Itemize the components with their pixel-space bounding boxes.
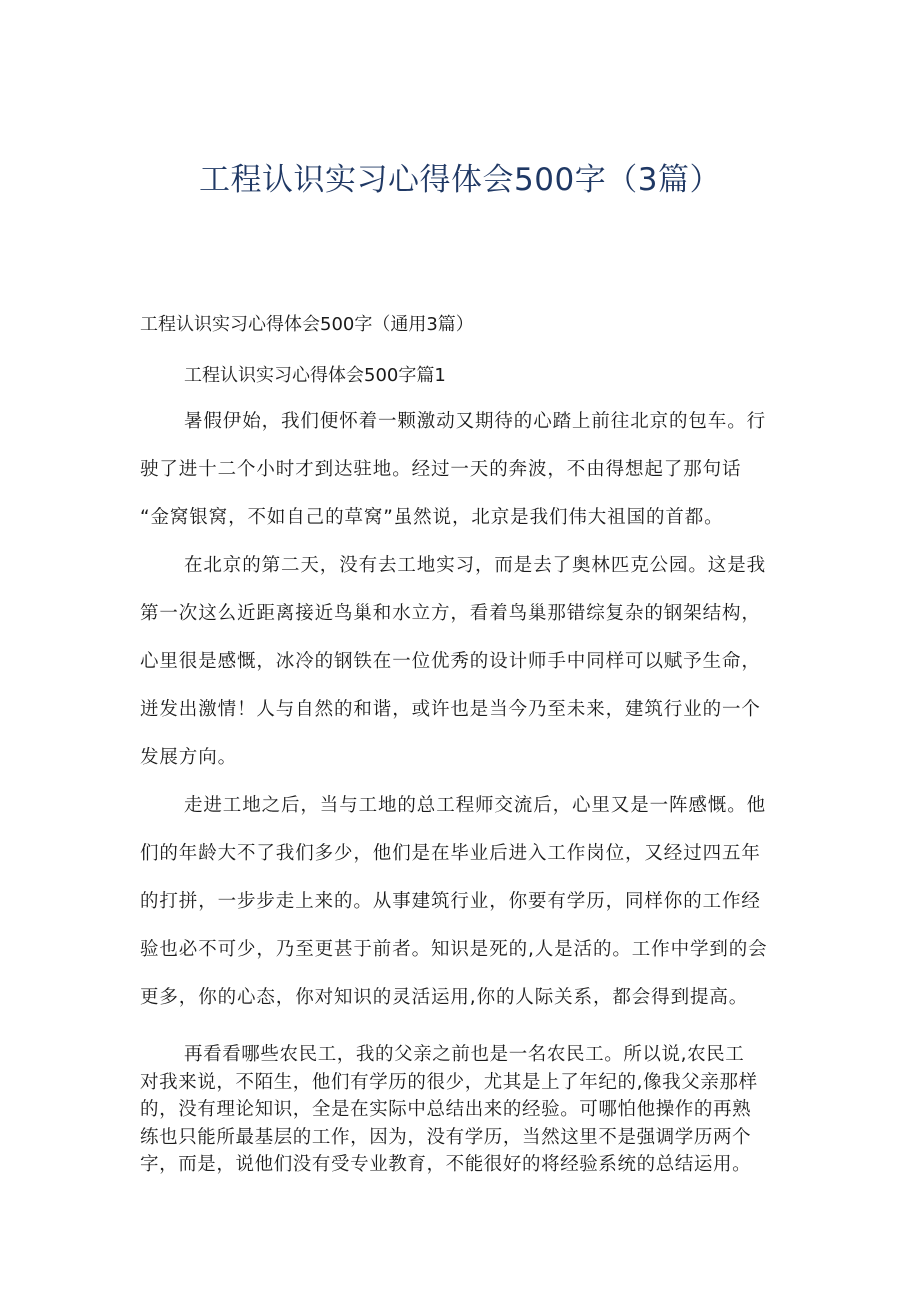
paragraph-1 [140, 398, 790, 542]
paragraph-line: 驶了进十二个小时才到达驻地。经过一天的奔波，不由得想起了那句话 [140, 459, 742, 480]
paragraph-line: 心里很是感慨，冰冷的钢铁在一位优秀的设计师手中同样可以赋予生命， [140, 651, 761, 672]
paragraph-3 [140, 782, 790, 1022]
paragraph-4 [140, 1041, 790, 1179]
paragraph-line: 对我来说，不陌生，他们有学历的很少，尤其是上了年纪的,像我父亲那样 [140, 1071, 758, 1093]
section-heading: 工程认识实习心得体会500字篇1 [184, 365, 446, 386]
paragraph-line: 发展方向。 [140, 747, 238, 768]
paragraph-line: 练也只能所最基层的工作，因为，没有学历，当然这里不是强调学历两个 [140, 1126, 752, 1148]
paragraph-line: 再看看哪些农民工，我的父亲之前也是一名农民工。所以说,农民工 [184, 1044, 745, 1065]
paragraph-line: 更多，你的心态，你对知识的灵活运用,你的人际关系，都会得到提高。 [140, 987, 749, 1008]
paragraph-line: 们的年龄大不了我们多少，他们是在毕业后进入工作岗位，又经过四五年 [140, 843, 761, 864]
paragraph-line: 第一次这么近距离接近鸟巢和水立方，看着鸟巢那错综复杂的钢架结构， [140, 603, 761, 624]
paragraph-line: 的打拼，一步步走上来的。从事建筑行业，你要有学历，同样你的工作经 [140, 891, 761, 912]
paragraph-line: “金窝银窝，不如自己的草窝”虽然说，北京是我们伟大祖国的首都。 [140, 507, 724, 528]
paragraph-line: 在北京的第二天，没有去工地实习，而是去了奥林匹克公园。这是我 [184, 555, 767, 576]
paragraph-line: 验也必不可少，乃至更甚于前者。知识是死的,人是活的。工作中学到的会 [140, 939, 768, 960]
paragraph-line: 暑假伊始，我们便怀着一颗激动又期待的心踏上前往北京的包车。行 [184, 411, 767, 432]
paragraph-line: 字，而是，说他们没有受专业教育，不能很好的将经验系统的总结运用。 [140, 1154, 752, 1175]
paragraph-line: 迸发出激情！人与自然的和谐，或许也是当今乃至未来，建筑行业的一个 [140, 699, 761, 720]
paragraph-line: 的，没有理论知识，全是在实际中总结出来的经验。可哪怕他操作的再熟 [140, 1099, 752, 1120]
document-title: 工程认识实习心得体会500字（3篇） [199, 162, 721, 198]
paragraph-2 [140, 542, 790, 782]
document-subtitle: 工程认识实习心得体会500字（通用3篇） [140, 314, 474, 335]
paragraph-line: 走进工地之后，当与工地的总工程师交流后，心里又是一阵感慨。他 [184, 795, 767, 816]
